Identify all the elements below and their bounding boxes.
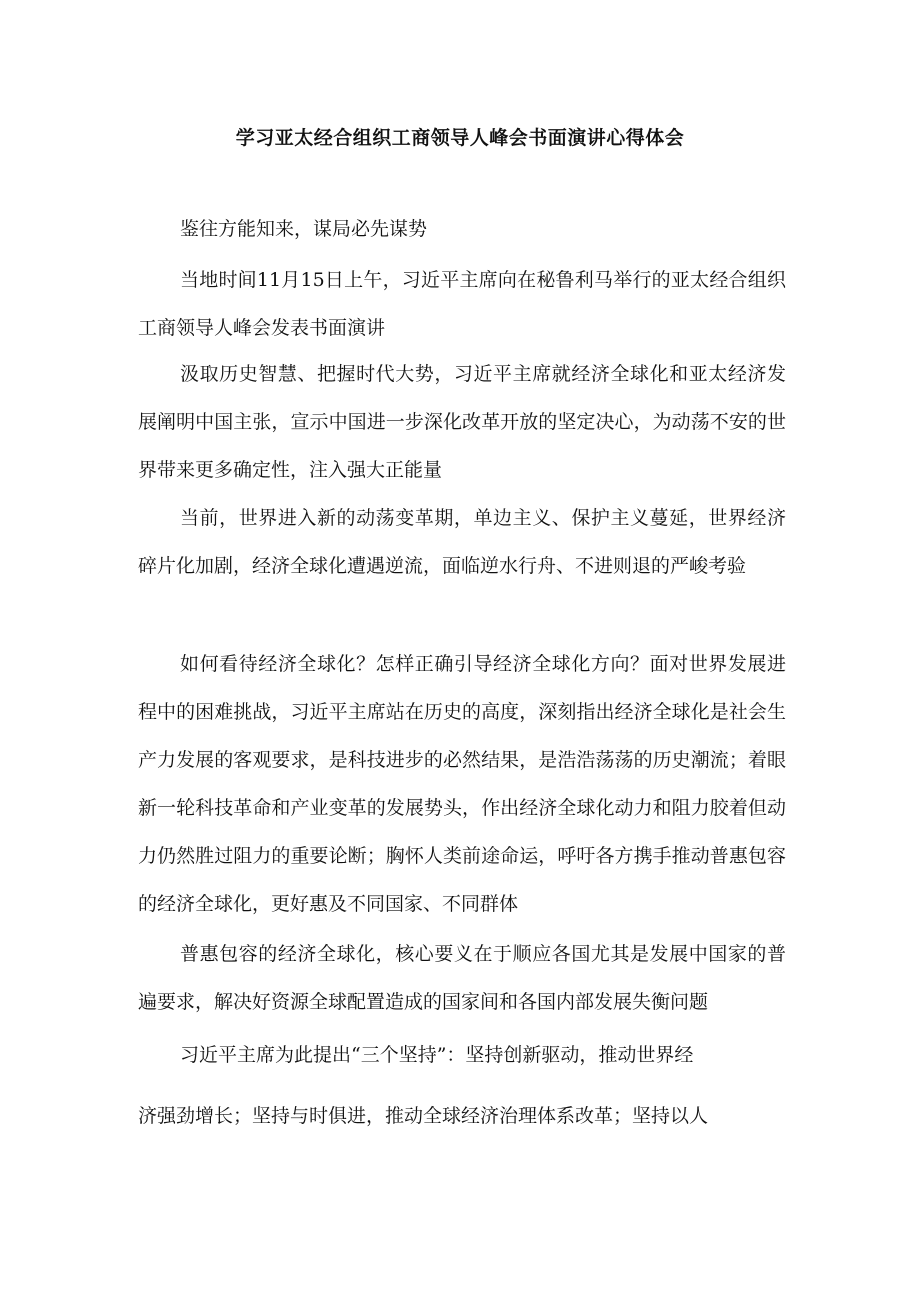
paragraph-1: 鉴往方能知来，谋局必先谋势: [180, 218, 428, 240]
paragraph-5: 如何看待经济全球化？怎样正确引导经济全球化方向？面对世界发展进程中的困难挑战，习近平主席站在历史的高度，深刻指出经济全球化是社会生产力发展的客观要求，是科技进步的必然结果，是浩浩荡荡的历史潮流；着眼新一轮科技革命和产业变革的发展势头，作出经济全球化动力和阻力胶着但动力仍然胜过阻力的重要论断；胸怀人类前途命运，呼吁各方携手推动普惠包容的经济全球化，更好惠及不同国家、不同群体: [138, 653, 786, 915]
paragraph-2: 当地时间11月15日上午，习近平主席向在秘鲁利马举行的亚太经合组织工商领导人峰会发表书面演讲: [138, 269, 786, 339]
paragraph-7-line-1: 习近平主席为此提出“三个坚持”：坚持创新驱动，推动世界经: [180, 1044, 694, 1066]
paragraph-4: 当前，世界进入新的动荡变革期，单边主义、保护主义蔓延，世界经济碎片化加剧，经济全球化遭遇逆流，面临逆水行舟、不进则退的严峻考验: [138, 507, 786, 577]
paragraph-3: 汲取历史智慧、把握时代大势，习近平主席就经济全球化和亚太经济发展阐明中国主张，宣示中国进一步深化改革开放的坚定决心，为动荡不安的世界带来更多确定性，注入强大正能量: [138, 363, 786, 481]
paragraph-7-line-2: 济强劲增长；坚持与时俱进，推动全球经济治理体系改革；坚持以人: [138, 1105, 709, 1127]
document-title: 学习亚太经合组织工商领导人峰会书面演讲心得体会: [235, 127, 685, 149]
paragraph-6: 普惠包容的经济全球化，核心要义在于顺应各国尤其是发展中国家的普遍要求，解决好资源全球配置造成的国家间和各国内部发展失衡问题: [138, 943, 786, 1013]
